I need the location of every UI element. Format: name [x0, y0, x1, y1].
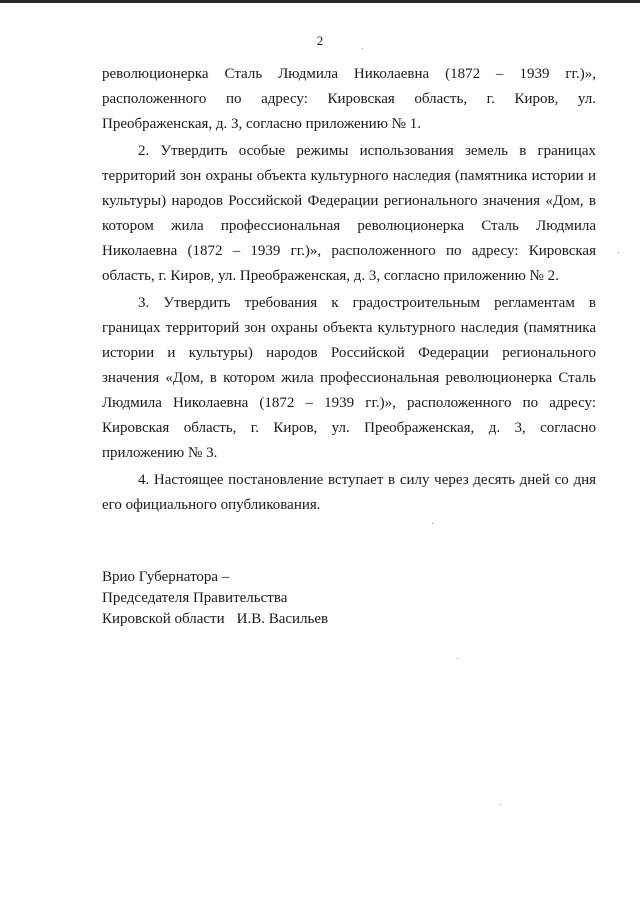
signatory-name: И.В. Васильев [236, 611, 329, 627]
signature-title-line-1: Врио Губернатора – [102, 569, 230, 585]
page-number: 2 [316, 33, 324, 48]
document-body [102, 62, 596, 520]
signature-title-line-3 [102, 609, 328, 630]
paragraph-item-2: 2. Утвердить особые режимы использования земель в границах территорий зон охраны объекта культурного наследия (памятника истории и культуры) народов Российской Федерации регионального значения «Дом, в котором жила профессиональная революционерка Сталь Людмила Николаевна (1872 – 1939 гг.)», расположенного по адресу: Кировская область, г. Киров, ул. Преображенская, д. 3, согласно приложению № 2. [102, 143, 596, 284]
scan-speck [457, 658, 458, 659]
paragraph-item-3: 3. Утвердить требования к градостроительным регламентам в границах территорий зон охраны объекта культурного наследия (памятника истории и культуры) народов Российской Федерации регионального значения «Дом, в котором жила профессиональная революционерка Сталь Людмила Николаевна (1872 – 1939 гг.)», расположенного по адресу: Кировская область, г. Киров, ул. Преображенская, д. 3, согласно приложению № 3. [102, 295, 596, 461]
scan-speck [500, 804, 501, 805]
page-top-border [0, 0, 640, 3]
paragraph-item-4: 4. Настоящее постановление вступает в силу через десять дней со дня его официального опубликования. [102, 472, 596, 513]
scan-speck [618, 252, 619, 253]
scan-speck [432, 523, 433, 524]
scan-speck [362, 48, 363, 49]
paragraph-continuation: революционерка Сталь Людмила Николаевна (1872 – 1939 гг.)», расположенного по адресу: Кировская область, г. Киров, ул. Преображенская, д. 3, согласно приложению № 1. [102, 66, 596, 132]
signature-title-line-2: Председателя Правительства [102, 590, 288, 606]
signature-block [102, 567, 328, 630]
signature-region: Кировской области [102, 611, 225, 627]
